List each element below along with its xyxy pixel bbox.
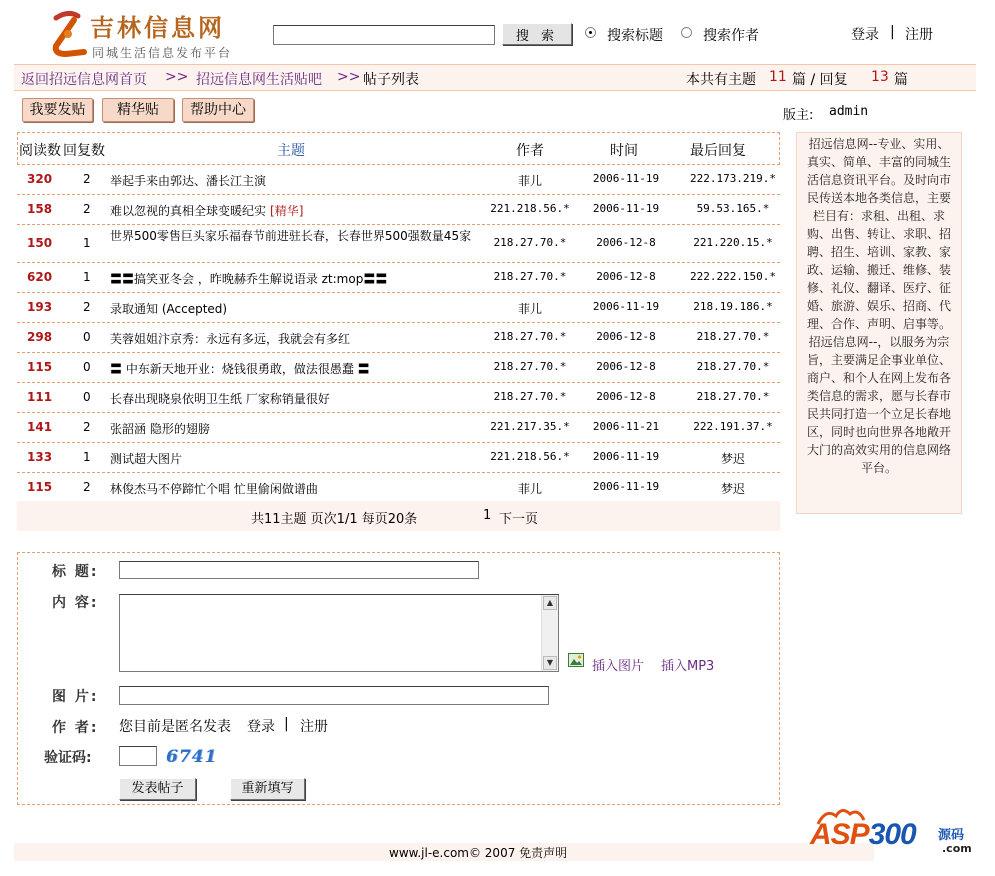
reset-form-button[interactable]: 重新填写 (230, 778, 305, 800)
form-login-link[interactable]: 登录 (247, 719, 275, 735)
row-author[interactable]: 218.27.70.* (493, 330, 567, 343)
table-row[interactable] (17, 443, 780, 473)
login-link[interactable]: 登录 (851, 27, 879, 43)
row-last-reply: 222.173.219.* (689, 172, 777, 185)
radio-search-author[interactable] (681, 27, 692, 38)
row-title-text[interactable]: 录取通知 (Accepted) (110, 302, 228, 316)
row-views: 133 (27, 450, 53, 464)
row-author[interactable]: 221.218.56.* (490, 202, 570, 215)
topic-count: 11 (769, 69, 787, 85)
row-author[interactable]: 221.217.35.* (490, 420, 570, 433)
footer-text: www.jl-e.com© 2007 免责声明 (389, 846, 568, 860)
title-label: 标 题: (52, 564, 99, 580)
row-views: 320 (27, 172, 53, 186)
row-title-text[interactable]: 世界500零售巨头家乐福春节前进驻长春，长春世界500强数量45家 (110, 229, 472, 243)
new-post-button[interactable]: 我要发贴 (22, 98, 93, 122)
table-row[interactable] (17, 473, 780, 503)
breadcrumb-forum-link[interactable]: 招远信息网生活贴吧 (196, 72, 322, 88)
row-title-text[interactable]: 〓〓搞笑亚冬会 ，昨晚赫乔生解说语录 zt:mop〓〓 (110, 272, 388, 286)
pager-page-number[interactable]: 1 (483, 508, 492, 523)
table-row[interactable] (17, 165, 780, 195)
row-author[interactable]: 菲儿 (517, 174, 542, 188)
header-date: 时间 (610, 143, 638, 159)
logo-slogan: 同城生活信息发布平台 (92, 46, 233, 60)
row-author[interactable]: 218.27.70.* (493, 390, 567, 403)
row-date: 2006-11-21 (592, 420, 660, 433)
stats-suffix: 篇 (894, 72, 908, 88)
scroll-up-icon[interactable]: ▲ (543, 596, 557, 610)
row-date: 2006-11-19 (592, 172, 660, 185)
table-row[interactable] (17, 225, 780, 263)
anonymous-note: 您目前是匿名发表 (119, 719, 231, 735)
row-last-reply: 218.27.70.* (696, 360, 770, 373)
scroll-down-icon[interactable]: ▼ (543, 656, 557, 670)
breadcrumb-current: 帖子列表 (363, 72, 419, 88)
moderator-label: 版主: (783, 108, 814, 123)
breadcrumb-arrow: >> (337, 69, 361, 85)
row-date: 2006-11-19 (592, 480, 660, 493)
row-replies: 2 (83, 420, 91, 434)
row-author[interactable]: 218.27.70.* (493, 360, 567, 373)
row-replies: 1 (83, 450, 91, 464)
insert-image-icon[interactable] (568, 653, 584, 667)
brand-num: 300 (868, 818, 916, 851)
table-row[interactable] (17, 383, 780, 413)
brand-text (810, 818, 916, 852)
row-title-link[interactable] (110, 227, 472, 245)
content-label: 内 容: (52, 595, 99, 611)
row-last-reply: 梦迟 (720, 452, 745, 466)
row-replies: 2 (83, 300, 91, 314)
row-views: 111 (27, 390, 53, 404)
logo-name: 吉林信息网 (90, 13, 225, 42)
brand-asp: ASP (810, 818, 869, 851)
table-row[interactable] (17, 195, 780, 225)
row-replies: 2 (83, 202, 91, 216)
table-header (17, 132, 780, 165)
row-date: 2006-12-8 (596, 390, 656, 403)
breadcrumb (14, 64, 976, 91)
row-title-link[interactable] (110, 270, 472, 288)
row-last-reply: 218.27.70.* (696, 390, 770, 403)
table-row[interactable] (17, 323, 780, 353)
reply-count: 13 (871, 69, 889, 85)
breadcrumb-home-link[interactable]: 返回招远信息网首页 (21, 72, 147, 88)
row-title-text[interactable]: 难以忽视的真相全球变暖纪实 (110, 204, 267, 218)
insert-image-link[interactable]: 插入图片 (592, 659, 645, 674)
radio-search-title-label[interactable]: 搜索标题 (607, 28, 663, 44)
row-author[interactable]: 221.218.56.* (490, 450, 570, 463)
row-title-text[interactable]: 芙蓉姐姐汴京秀：永远有多远，我就会有多红 (110, 332, 351, 346)
row-date: 2006-12-8 (596, 270, 656, 283)
moderator-name[interactable]: admin (829, 104, 869, 119)
insert-mp3-link[interactable]: 插入MP3 (661, 659, 715, 674)
captcha-input[interactable] (119, 746, 157, 766)
table-row[interactable] (17, 263, 780, 293)
row-title-link[interactable] (110, 300, 472, 318)
breadcrumb-arrow: >> (165, 69, 189, 85)
content-textarea[interactable] (119, 594, 559, 672)
row-last-reply: 59.53.165.* (696, 202, 770, 215)
row-title-link[interactable] (110, 330, 472, 348)
row-date: 2006-11-19 (592, 202, 660, 215)
image-input[interactable] (119, 686, 549, 705)
row-last-reply: 218.27.70.* (696, 330, 770, 343)
row-replies: 2 (83, 480, 91, 494)
row-title-link[interactable] (110, 450, 472, 468)
row-date: 2006-11-19 (592, 450, 660, 463)
row-date: 2006-12-8 (596, 330, 656, 343)
content-scrollbar[interactable] (541, 595, 558, 671)
captcha-label: 验证码: (44, 750, 92, 766)
row-title-text[interactable]: 举起手来由郭达、潘长江主演 (110, 174, 267, 188)
title-input[interactable] (119, 561, 479, 579)
row-views: 115 (27, 480, 53, 494)
row-views: 141 (27, 420, 53, 434)
pagination (17, 501, 780, 531)
row-last-reply: 222.191.37.* (693, 420, 773, 433)
row-last-reply: 221.220.15.* (693, 236, 773, 249)
row-title-link[interactable] (110, 360, 472, 378)
radio-search-title[interactable] (585, 27, 596, 38)
radio-search-author-label[interactable]: 搜索作者 (703, 28, 759, 44)
row-title-text[interactable]: 张韶涵 隐形的翅膀 (110, 422, 210, 436)
row-views: 150 (27, 236, 53, 250)
footer (14, 843, 874, 861)
brand-domain: .com (942, 842, 972, 855)
row-replies: 2 (83, 172, 91, 186)
site-logo[interactable] (44, 6, 264, 64)
captcha-image: 6741 (166, 747, 218, 767)
brand-mark: 源码 (938, 828, 965, 843)
header-replies: 回复数 (63, 143, 105, 159)
row-views: 193 (27, 300, 53, 314)
row-title-text[interactable]: 测试超大图片 (110, 452, 183, 466)
row-last-reply: 222.222.150.* (689, 270, 777, 283)
row-last-reply: 218.19.186.* (693, 300, 773, 313)
site-intro-panel: 招远信息网--专业、实用、真实、简单、丰富的同城生活信息资讯平台。及时向市民传送本地各类信息，主要栏目有：求租、出租、求购、出售、转让、求职、招聘、招生、培训、家教、家政、运输、搬迁、维修、装修、礼仪、翻译、医疗、征婚、旅游、娱乐、招商、代理、合作、声明、启事等。招远信息网--，以服务为宗旨，主要满足企事业单位、商户、和个人在网上发布各类信息的需求，愿与长春市民共同打造一个立足长春地区，同时也向世界各地敞开大门的高效实用的信息网络平台。 (796, 132, 962, 514)
form-register-link[interactable]: 注册 (300, 719, 328, 735)
table-row[interactable] (17, 293, 780, 323)
help-center-button[interactable]: 帮助中心 (182, 98, 254, 122)
submit-post-button[interactable]: 发表帖子 (119, 778, 196, 800)
search-button[interactable]: 搜 索 (502, 23, 572, 45)
header-title: 主题 (277, 143, 305, 159)
row-views: 298 (27, 330, 53, 344)
row-replies: 0 (83, 360, 91, 374)
image-label: 图 片: (52, 689, 99, 705)
logo-emblem-icon (46, 8, 90, 60)
row-replies: 0 (83, 330, 91, 344)
search-input[interactable] (273, 25, 495, 45)
row-title-link[interactable] (110, 480, 472, 498)
register-link[interactable]: 注册 (905, 27, 933, 43)
row-title-text[interactable]: 长春出现晓泉依明卫生纸 厂家称销量很好 (110, 392, 330, 406)
header-separator: | (890, 24, 895, 40)
row-title-text[interactable]: 林俊杰马不停蹄忙个唱 忙里偷闲做谱曲 (110, 482, 318, 496)
stats-prefix: 本共有主题 (686, 72, 756, 88)
header-views: 阅读数 (19, 143, 61, 159)
row-replies: 0 (83, 390, 91, 404)
row-date: 2006-12-8 (596, 360, 656, 373)
pager-summary: 共11主题 页次1/1 每页20条 (251, 512, 418, 527)
next-page-link[interactable]: 下一页 (499, 512, 539, 527)
row-title-link[interactable] (110, 202, 472, 220)
author-label: 作 者: (52, 720, 99, 736)
row-views: 620 (27, 270, 53, 284)
row-author[interactable]: 218.27.70.* (493, 270, 567, 283)
row-date: 2006-12-8 (596, 236, 656, 249)
header-author: 作者 (516, 143, 544, 159)
row-views: 158 (27, 202, 53, 216)
asp300-watermark (810, 806, 975, 860)
form-separator: | (284, 716, 289, 732)
row-replies: 1 (83, 236, 91, 250)
header-last-reply: 最后回复 (690, 143, 746, 159)
row-title-link[interactable] (110, 420, 472, 438)
post-form (17, 552, 780, 805)
row-author[interactable]: 218.27.70.* (493, 236, 567, 249)
essence-posts-button[interactable]: 精华贴 (102, 98, 174, 122)
essence-badge: [精华] (270, 204, 304, 218)
stats-mid: 篇 / 回复 (792, 72, 848, 88)
row-last-reply: 梦迟 (720, 482, 745, 496)
row-title-link[interactable] (110, 390, 472, 408)
row-views: 115 (27, 360, 53, 374)
row-author[interactable]: 菲儿 (517, 482, 542, 496)
table-row[interactable] (17, 413, 780, 443)
row-title-text[interactable]: 〓 中东新天地开业：烧钱很勇敢，做法很愚蠢 〓 (110, 362, 370, 376)
row-replies: 1 (83, 270, 91, 284)
row-date: 2006-11-19 (592, 300, 660, 313)
table-row[interactable] (17, 353, 780, 383)
row-author[interactable]: 菲儿 (517, 302, 542, 316)
row-title-link[interactable] (110, 172, 472, 190)
